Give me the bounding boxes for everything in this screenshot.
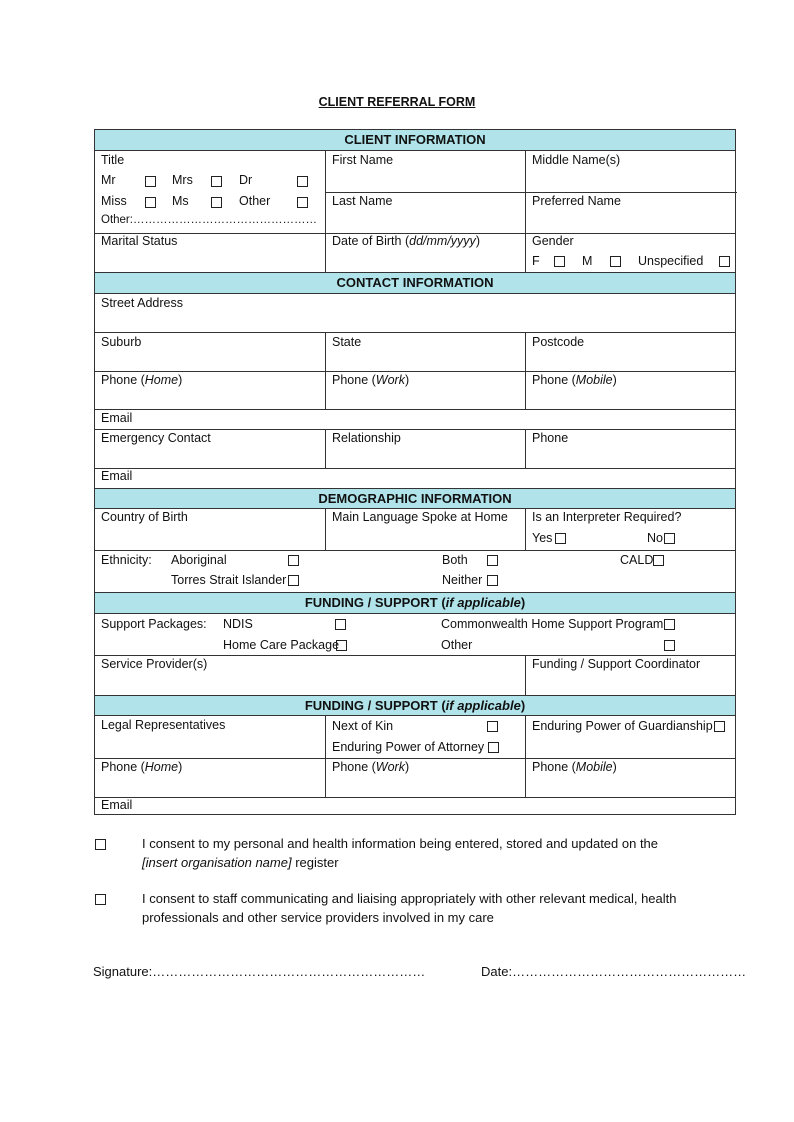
phone-work-label	[332, 373, 409, 387]
divider	[325, 509, 326, 550]
title-label: Title	[101, 153, 125, 167]
title-mr-checkbox[interactable]	[145, 176, 156, 187]
street-address-label: Street Address	[101, 296, 183, 310]
phone-type: Home	[144, 373, 179, 387]
consent-1-text: I consent to my personal and health information being entered, stored and updated on the	[142, 836, 659, 851]
heading-text: FUNDING / SUPPORT (	[304, 595, 446, 610]
heading-text: FUNDING / SUPPORT (	[304, 698, 446, 713]
heading-text: )	[520, 595, 526, 610]
emergency-email-label: Email	[101, 469, 133, 483]
ethnicity-label: Ethnicity:	[101, 553, 152, 567]
signature-field[interactable]: Signature:………………………………………………………	[93, 964, 426, 979]
state-label: State	[332, 335, 362, 349]
epg-label: Enduring Power of Guardianship	[532, 719, 713, 733]
gender-unspecified-checkbox[interactable]	[719, 256, 730, 267]
ndis-checkbox[interactable]	[335, 619, 346, 630]
phone-text: )	[612, 373, 617, 387]
phone-type: Mobile	[575, 760, 613, 774]
legal-phone-home-label	[101, 760, 182, 774]
marital-status-label: Marital Status	[101, 234, 178, 248]
consent-1-checkbox[interactable]	[95, 839, 106, 850]
title-mrs-label: Mrs	[172, 173, 193, 187]
consent-1-text-line2	[142, 855, 339, 870]
funding-other-label: Other	[441, 638, 473, 652]
commonwealth-checkbox[interactable]	[664, 619, 675, 630]
both-label: Both	[442, 553, 468, 567]
next-of-kin-checkbox[interactable]	[487, 721, 498, 732]
consent-2-text-line2: professionals and other service providers involved in my care	[142, 910, 494, 925]
divider	[325, 429, 326, 468]
divider	[525, 655, 526, 695]
home-care-checkbox[interactable]	[336, 640, 347, 651]
service-providers-label: Service Provider(s)	[101, 657, 208, 671]
title-other-field[interactable]: Other:…………………………………………	[101, 214, 317, 226]
funding-other-checkbox[interactable]	[664, 640, 675, 651]
phone-type: Work	[375, 760, 405, 774]
cald-label: CALD	[620, 553, 654, 567]
phone-text: Phone (	[332, 760, 376, 774]
consent-2-checkbox[interactable]	[95, 894, 106, 905]
section-client-information: CLIENT INFORMATION	[95, 129, 735, 151]
suburb-label: Suburb	[101, 335, 142, 349]
gender-f-label: F	[532, 254, 540, 268]
section-funding-support	[95, 592, 735, 614]
emergency-phone-label: Phone	[532, 431, 569, 445]
divider	[95, 409, 735, 410]
interpreter-label: Is an Interpreter Required?	[532, 510, 682, 524]
divider	[325, 716, 326, 797]
cald-checkbox[interactable]	[653, 555, 664, 566]
epa-label: Enduring Power of Attorney	[332, 740, 485, 754]
epa-checkbox[interactable]	[488, 742, 499, 753]
interpreter-yes-label: Yes	[532, 531, 553, 545]
divider	[525, 509, 526, 550]
home-care-label: Home Care Package	[223, 638, 340, 652]
section-funding-support-2	[95, 695, 735, 716]
section-demographic-information: DEMOGRAPHIC INFORMATION	[95, 488, 735, 509]
emergency-contact-label: Emergency Contact	[101, 431, 211, 445]
gender-f-checkbox[interactable]	[554, 256, 565, 267]
coordinator-label: Funding / Support Coordinator	[532, 657, 701, 671]
epg-checkbox[interactable]	[714, 721, 725, 732]
email-label: Email	[101, 411, 133, 425]
title-dr-label: Dr	[239, 173, 253, 187]
divider	[95, 429, 735, 430]
country-of-birth-label: Country of Birth	[101, 510, 188, 524]
next-of-kin-label: Next of Kin	[332, 719, 394, 733]
legal-reps-label: Legal Representatives	[101, 718, 226, 732]
phone-text: )	[178, 760, 183, 774]
torres-strait-label: Torres Strait Islander	[171, 573, 287, 587]
title-dr-checkbox[interactable]	[297, 176, 308, 187]
legal-phone-work-label	[332, 760, 409, 774]
divider	[95, 797, 735, 798]
gender-label: Gender	[532, 234, 574, 248]
consent-text: register	[291, 855, 339, 870]
last-name-label: Last Name	[332, 194, 393, 208]
heading-text: )	[520, 698, 526, 713]
legal-email-label: Email	[101, 798, 133, 812]
aboriginal-label: Aboriginal	[171, 553, 227, 567]
interpreter-no-checkbox[interactable]	[664, 533, 675, 544]
commonwealth-label: Commonwealth Home Support Program	[441, 617, 664, 631]
gender-m-label: M	[582, 254, 593, 268]
title-mr-label: Mr	[101, 173, 116, 187]
interpreter-no-label: No	[647, 531, 663, 545]
divider	[325, 332, 326, 409]
phone-type: Home	[144, 760, 179, 774]
phone-text: )	[612, 760, 617, 774]
divider	[95, 371, 735, 372]
divider	[95, 655, 735, 656]
title-ms-checkbox[interactable]	[211, 197, 222, 208]
title-miss-checkbox[interactable]	[145, 197, 156, 208]
dob-format: dd/mm/yyyy	[409, 234, 476, 248]
phone-text: Phone (	[532, 373, 576, 387]
postcode-label: Postcode	[532, 335, 585, 349]
support-packages-label: Support Packages:	[101, 617, 207, 631]
phone-type: Mobile	[575, 373, 613, 387]
divider	[95, 758, 735, 759]
referral-table	[94, 129, 736, 815]
relationship-label: Relationship	[332, 431, 401, 445]
phone-type: Work	[375, 373, 405, 387]
title-other-checkbox[interactable]	[297, 197, 308, 208]
divider	[525, 716, 526, 797]
phone-text: )	[404, 373, 410, 387]
title-other-label: Other	[239, 194, 271, 208]
divider	[525, 429, 526, 468]
heading-italic: if applicable	[445, 698, 521, 713]
main-language-label: Main Language Spoke at Home	[332, 510, 508, 524]
divider	[95, 332, 735, 333]
phone-text: Phone (	[532, 760, 576, 774]
dob-label	[332, 234, 480, 248]
middle-names-label: Middle Name(s)	[532, 153, 621, 167]
gender-unspecified-label: Unspecified	[638, 254, 704, 268]
date-field[interactable]: Date:………………………………………………	[481, 964, 747, 979]
divider	[525, 151, 526, 272]
phone-home-label	[101, 373, 182, 387]
title-mrs-checkbox[interactable]	[211, 176, 222, 187]
divider	[95, 550, 735, 551]
preferred-name-label: Preferred Name	[532, 194, 621, 208]
organisation-placeholder: [insert organisation name]	[142, 855, 292, 870]
title-ms-label: Ms	[172, 194, 189, 208]
heading-italic: if applicable	[445, 595, 521, 610]
dob-text: Date of Birth (	[332, 234, 410, 248]
phone-mobile-label	[532, 373, 617, 387]
ndis-label: NDIS	[223, 617, 253, 631]
phone-text: Phone (	[101, 760, 145, 774]
phone-text: Phone (	[332, 373, 376, 387]
divider	[325, 151, 326, 272]
torres-strait-checkbox[interactable]	[288, 575, 299, 586]
gender-m-checkbox[interactable]	[610, 256, 621, 267]
section-contact-information: CONTACT INFORMATION	[95, 272, 735, 294]
aboriginal-checkbox[interactable]	[288, 555, 299, 566]
both-checkbox[interactable]	[487, 555, 498, 566]
title-miss-label: Miss	[101, 194, 127, 208]
first-name-label: First Name	[332, 153, 394, 167]
divider	[325, 192, 737, 193]
consent-2-text: I consent to staff communicating and liaising appropriately with other relevant medical, health	[142, 891, 677, 906]
neither-checkbox[interactable]	[487, 575, 498, 586]
form-title: CLIENT REFERRAL FORM	[318, 95, 476, 109]
divider	[95, 468, 735, 469]
phone-text: )	[178, 373, 183, 387]
phone-text: )	[404, 760, 410, 774]
neither-label: Neither	[442, 573, 483, 587]
legal-phone-mobile-label	[532, 760, 617, 774]
divider	[525, 332, 526, 409]
phone-text: Phone (	[101, 373, 145, 387]
dob-text: )	[475, 234, 480, 248]
interpreter-yes-checkbox[interactable]	[555, 533, 566, 544]
